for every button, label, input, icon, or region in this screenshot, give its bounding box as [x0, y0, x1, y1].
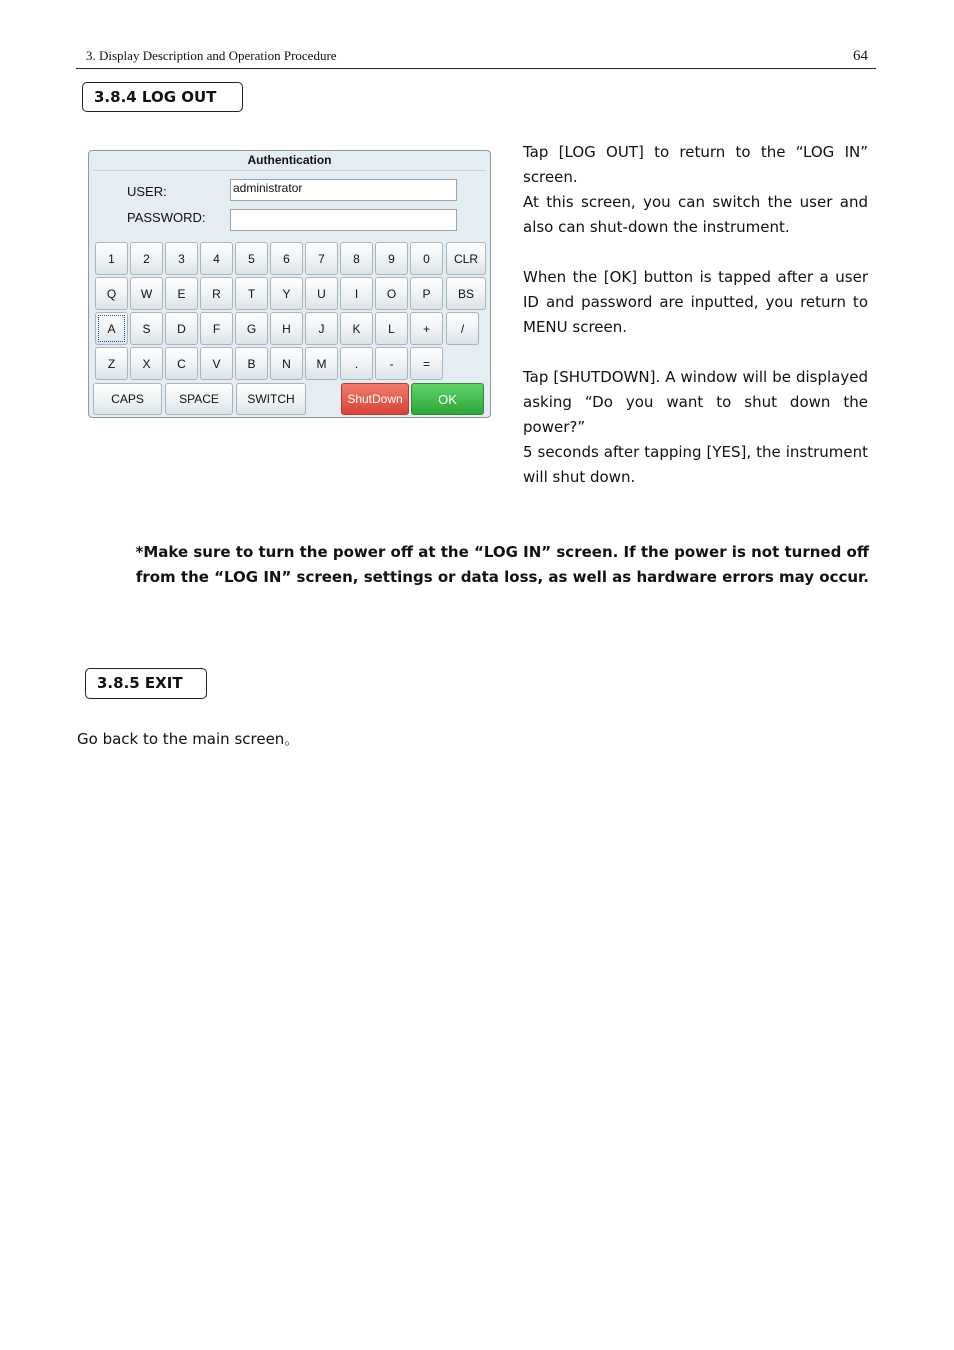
header-divider — [76, 68, 876, 69]
logout-description — [523, 140, 868, 490]
key-l[interactable]: L — [375, 312, 408, 345]
warning-line-1: *Make sure to turn the power off at the “LOG IN” screen. If the power is not turned off — [135, 543, 869, 561]
paragraph-shutdown-delay: 5 seconds after tapping [YES], the instrument will shut down. — [523, 443, 868, 486]
key-equals[interactable]: = — [410, 347, 443, 380]
paragraph-logout-return: Tap [LOG OUT] to return to the “LOG IN” screen. — [523, 143, 868, 186]
paragraph-gap — [523, 240, 868, 265]
key-x[interactable]: X — [130, 347, 163, 380]
key-slash[interactable]: / — [446, 312, 479, 345]
paragraph-ok-button: When the [OK] button is tapped after a user ID and password are inputted, you return to MENU screen. — [523, 268, 868, 336]
page-number: 64 — [853, 48, 868, 64]
key-0[interactable]: 0 — [410, 242, 443, 275]
key-a[interactable]: A — [95, 312, 128, 345]
key-o[interactable]: O — [375, 277, 408, 310]
key-1[interactable]: 1 — [95, 242, 128, 275]
key-minus[interactable]: - — [375, 347, 408, 380]
key-2[interactable]: 2 — [130, 242, 163, 275]
key-9[interactable]: 9 — [375, 242, 408, 275]
key-8[interactable]: 8 — [340, 242, 373, 275]
user-input[interactable]: administrator — [230, 179, 457, 201]
key-m[interactable]: M — [305, 347, 338, 380]
warning-line-2: from the “LOG IN” screen, settings or data loss, as well as hardware errors may occur. — [135, 568, 869, 586]
switch-button[interactable]: SWITCH — [236, 383, 306, 415]
key-q[interactable]: Q — [95, 277, 128, 310]
shutdown-button[interactable]: ShutDown — [341, 383, 409, 415]
dialog-body — [93, 170, 486, 414]
key-3[interactable]: 3 — [165, 242, 198, 275]
key-period[interactable]: . — [340, 347, 373, 380]
section-heading-exit: 3.8.5 EXIT — [85, 668, 207, 699]
key-t[interactable]: T — [235, 277, 268, 310]
dialog-title: Authentication — [247, 153, 332, 167]
key-z[interactable]: Z — [95, 347, 128, 380]
exit-description: Go back to the main screen。 — [77, 730, 300, 748]
key-4[interactable]: 4 — [200, 242, 233, 275]
paragraph-shutdown: Tap [SHUTDOWN]. A window will be displayed asking “Do you want to shut down the power?” — [523, 368, 868, 436]
chapter-title: 3. Display Description and Operation Procedure — [86, 48, 337, 63]
key-g[interactable]: G — [235, 312, 268, 345]
key-v[interactable]: V — [200, 347, 233, 380]
key-h[interactable]: H — [270, 312, 303, 345]
key-b[interactable]: B — [235, 347, 268, 380]
key-c[interactable]: C — [165, 347, 198, 380]
key-i[interactable]: I — [340, 277, 373, 310]
key-p[interactable]: P — [410, 277, 443, 310]
user-label: USER: — [127, 184, 167, 199]
key-s[interactable]: S — [130, 312, 163, 345]
key-r[interactable]: R — [200, 277, 233, 310]
clear-key[interactable]: CLR — [446, 242, 486, 275]
caps-button[interactable]: CAPS — [93, 383, 162, 415]
ok-button[interactable]: OK — [411, 383, 484, 415]
key-u[interactable]: U — [305, 277, 338, 310]
key-7[interactable]: 7 — [305, 242, 338, 275]
key-plus[interactable]: + — [410, 312, 443, 345]
key-w[interactable]: W — [130, 277, 163, 310]
paragraph-switch-user: At this screen, you can switch the user and also can shut-down the instrument. — [523, 193, 868, 236]
backspace-key[interactable]: BS — [446, 277, 486, 310]
paragraph-gap — [523, 340, 868, 365]
key-5[interactable]: 5 — [235, 242, 268, 275]
key-e[interactable]: E — [165, 277, 198, 310]
key-6[interactable]: 6 — [270, 242, 303, 275]
password-input[interactable] — [230, 209, 457, 231]
key-d[interactable]: D — [165, 312, 198, 345]
section-heading-logout: 3.8.4 LOG OUT — [82, 82, 243, 112]
key-j[interactable]: J — [305, 312, 338, 345]
key-f[interactable]: F — [200, 312, 233, 345]
key-k[interactable]: K — [340, 312, 373, 345]
key-y[interactable]: Y — [270, 277, 303, 310]
space-button[interactable]: SPACE — [165, 383, 233, 415]
authentication-dialog — [88, 150, 491, 418]
password-label: PASSWORD: — [127, 210, 206, 225]
power-off-warning — [77, 540, 869, 590]
key-n[interactable]: N — [270, 347, 303, 380]
